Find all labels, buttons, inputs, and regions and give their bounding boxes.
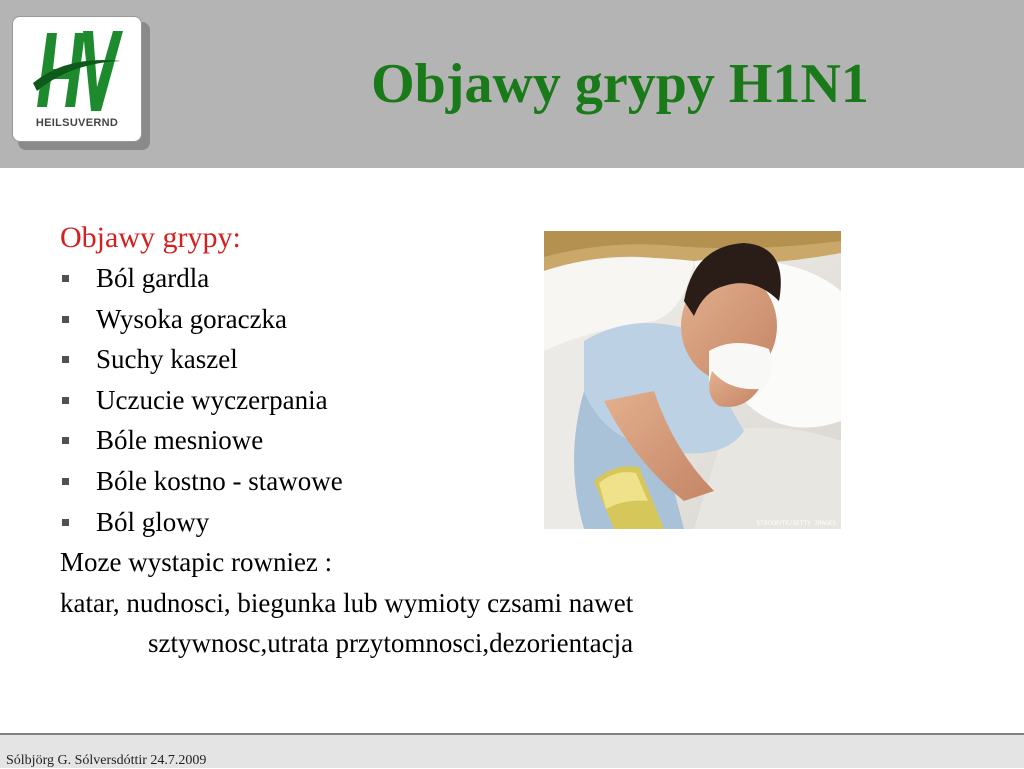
list-item-text: Wysoka goraczka [96,303,288,334]
square-bullet-icon [62,478,69,485]
photo-illustration [544,231,841,529]
list-item-text: Suchy kaszel [96,344,238,375]
footer [0,733,1024,768]
header-band [0,0,1024,168]
logo-wordmark: HEILSUVERND [35,117,119,129]
list-item-text: Ból glowy [96,506,210,537]
square-bullet-icon [62,437,69,444]
square-bullet-icon [62,519,69,526]
symptoms-heading: Objawy grypy: [60,221,241,254]
list-item-text: Ból gardla [96,263,210,293]
photo-credit: STOCKBYTE/GETTY IMAGES [756,520,836,527]
also-may-occur-text: Moze wystapic rowniez : [60,547,333,578]
additional-symptoms-text-cont: sztywnosc,utrata przytomnosci,dezorientacja [148,628,634,659]
square-bullet-icon [62,275,69,282]
square-bullet-icon [62,397,69,404]
page-title: Objawy grypy H1N1 [371,53,869,115]
square-bullet-icon [62,356,69,363]
list-item-text: Uczucie wyczerpania [96,384,328,415]
sick-man-photo [544,231,841,529]
hv-logo-icon [27,21,127,117]
square-bullet-icon [62,316,69,323]
list-item-text: Bóle mesniowe [96,425,264,456]
additional-symptoms-text: katar, nudnosci, biegunka lub wymioty czsami nawet [60,587,634,618]
logo [12,16,142,142]
list-item-text: Bóle kostno - stawowe [96,465,343,496]
footer-author-date: Sólbjörg G. Sólversdóttir 24.7.2009 [6,753,207,768]
